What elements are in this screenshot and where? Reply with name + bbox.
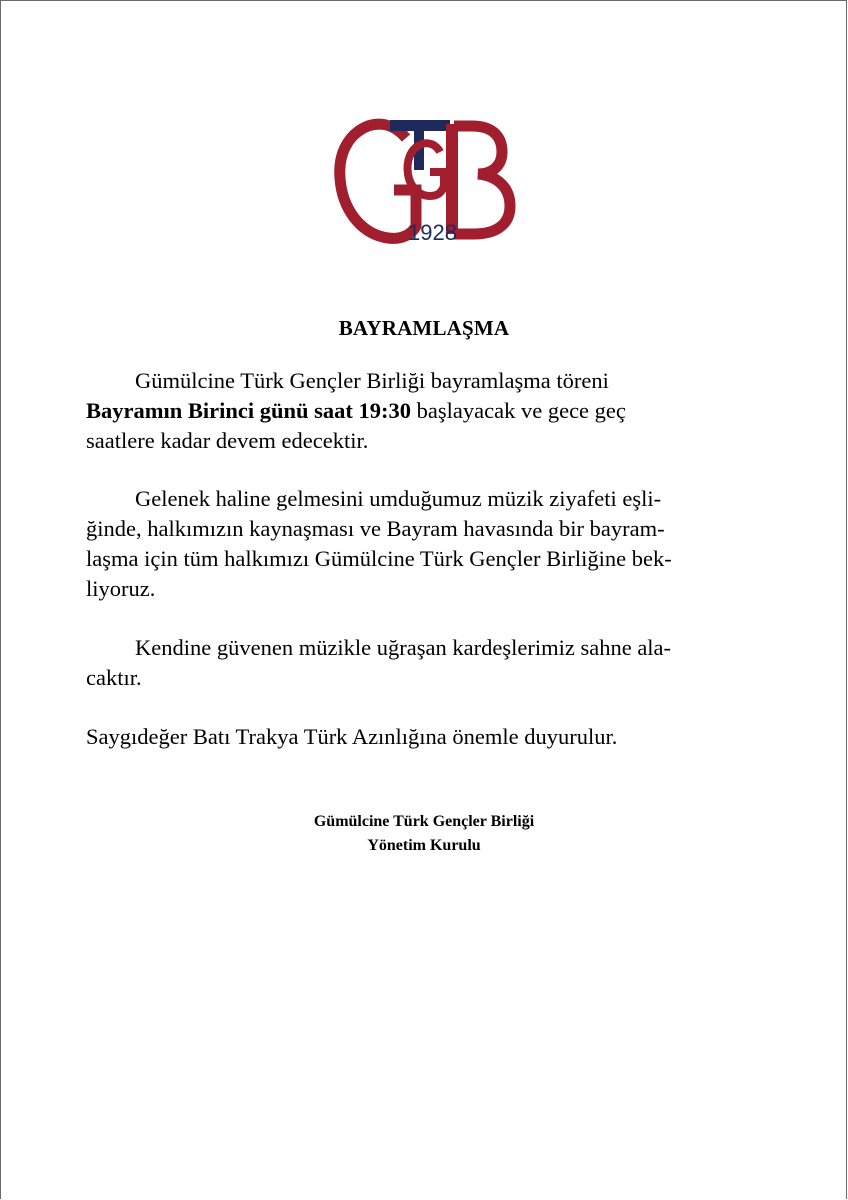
signature-block: [0, 810, 848, 858]
paragraph3-line1: Kendine güvenen müzikle uğraşan kardeşlerimiz sahne ala-: [135, 635, 672, 660]
paragraph1-line1: Gümülcine Türk Gençler Birliği bayramlaşma töreni: [135, 368, 609, 393]
paragraph4-line1: Saygıdeğer Batı Trakya Türk Azınlığına önemle duyurulur.: [86, 724, 618, 749]
paragraph1-line2: [86, 396, 756, 426]
paragraph2-line3: laşma için tüm halkımızı Gümülcine Türk Gençler Birliğine bek-: [86, 546, 672, 571]
paragraph1-time-highlight: Bayramın Birinci günü saat 19:30: [86, 398, 412, 423]
paragraph-invitation: [86, 484, 756, 604]
paragraph3-line2: caktır.: [86, 665, 142, 690]
paragraph1-line3: saatlere kadar devem edecektir.: [86, 428, 369, 453]
paragraph2-line1: Gelenek haline gelmesini umduğumuz müzik ziyafeti eşli-: [135, 486, 662, 511]
gtgb-logo: [332, 112, 516, 248]
signature-board: Yönetim Kurulu: [367, 837, 481, 854]
paragraph-announcement: [86, 366, 756, 456]
logo-year: 1928: [408, 220, 457, 245]
paragraph2-line4: liyoruz.: [86, 576, 156, 601]
signature-organization: Gümülcine Türk Gençler Birliği: [313, 813, 535, 830]
paragraph2-line2: ğinde, halkımızın kaynaşması ve Bayram havasında bir bayram-: [86, 516, 665, 541]
paragraph-performers: [86, 633, 756, 693]
paragraph1-line2-rest: başlayacak ve gece geç: [411, 398, 626, 423]
paragraph-closing: [86, 722, 756, 752]
document-title: BAYRAMLAŞMA: [338, 316, 510, 340]
